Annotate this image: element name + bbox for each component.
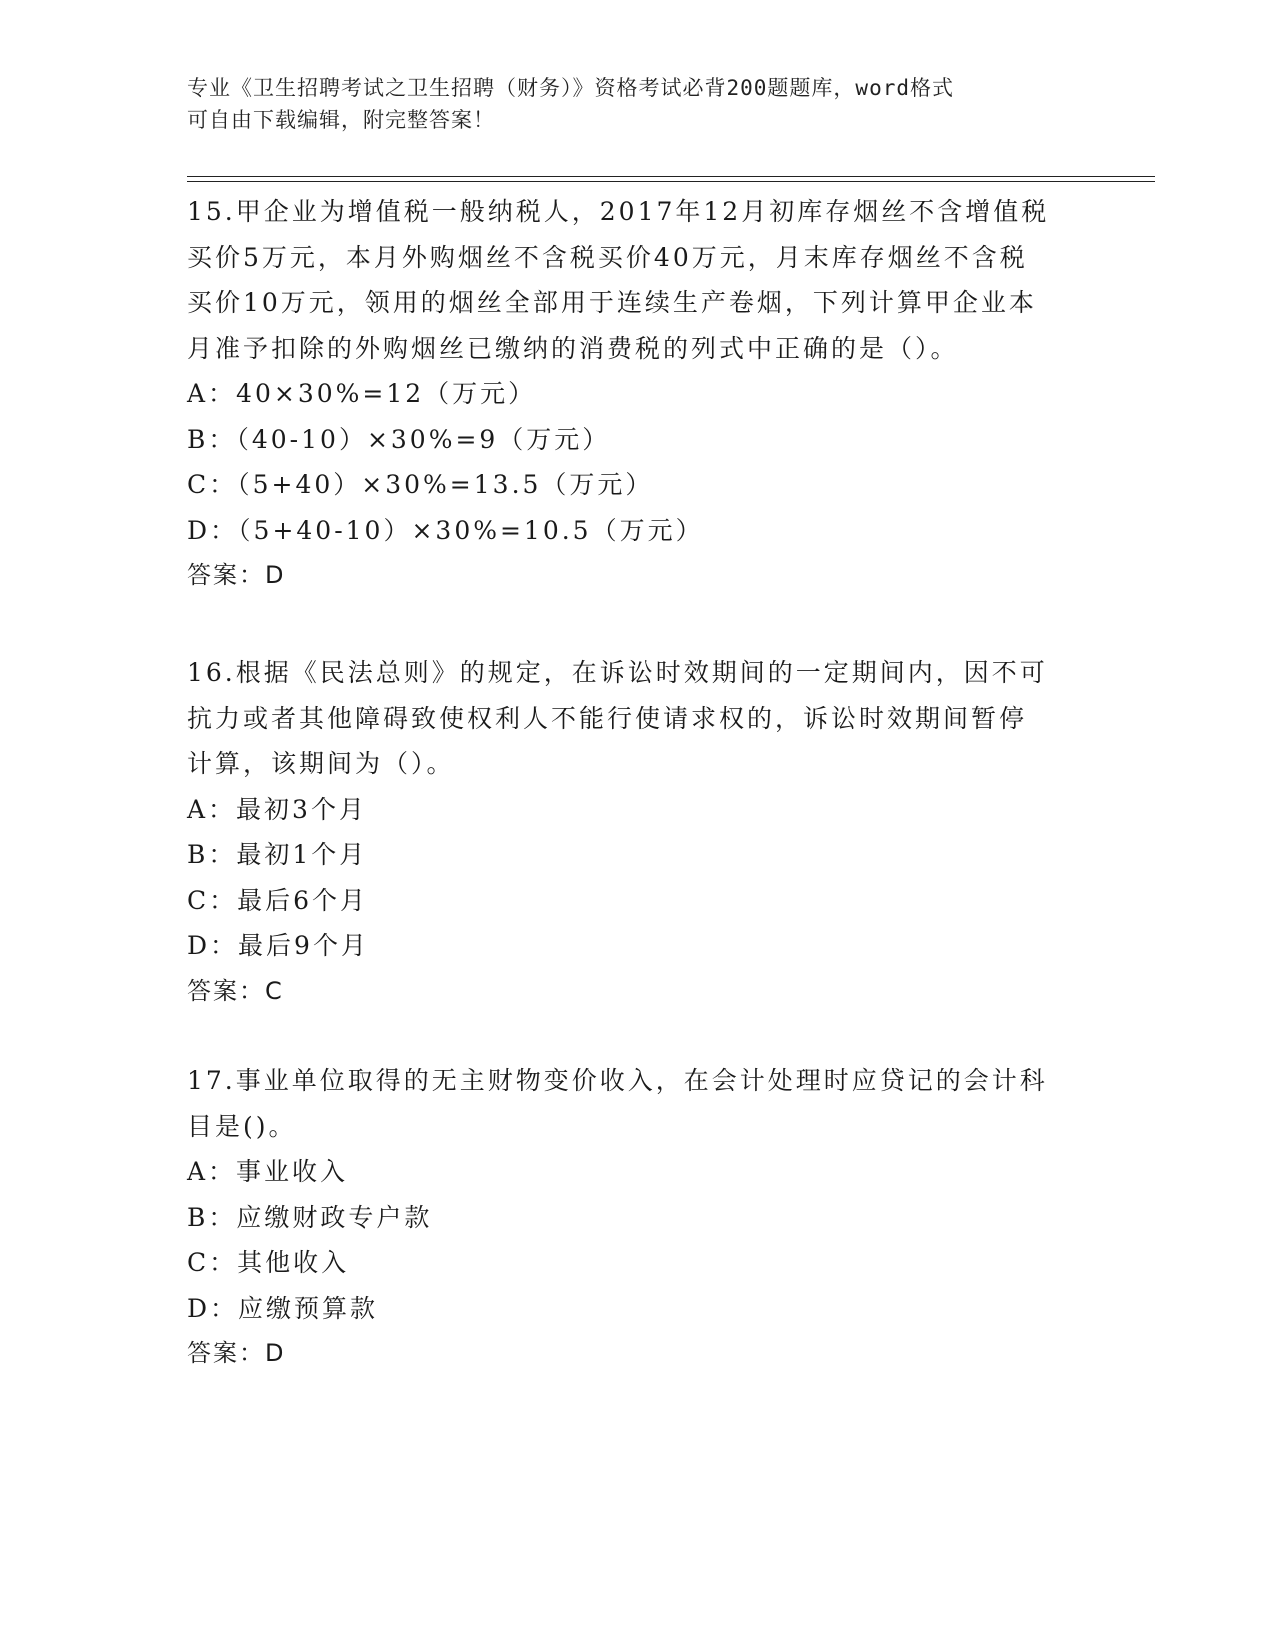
option-c: C：最后6个月 (187, 885, 369, 915)
question-16 (187, 650, 1077, 1014)
option-b: B：（40-10）×30%=9（万元） (187, 424, 611, 454)
question-stem-line: 计算，该期间为（）。 (187, 749, 455, 778)
question-stem-line: 买价10万元，领用的烟丝全部用于连续生产卷烟，下列计算甲企业本 (187, 288, 1037, 317)
question-stem-line: 抗力或者其他障碍致使权利人不能行使请求权的，诉讼时效期间暂停 (187, 703, 1028, 733)
option-c: C：（5+40）×30%=13.5（万元） (187, 470, 654, 499)
question-stem-line: 月准予扣除的外购烟丝已缴纳的消费税的列式中正确的是（）。 (187, 333, 959, 363)
option-b: B：最初1个月 (187, 840, 368, 869)
question-stem-line: 16.根据《民法总则》的规定，在诉讼时效期间的一定期间内，因不可 (187, 658, 1048, 687)
question-15 (187, 189, 1077, 599)
answer: 答案：D (187, 1339, 286, 1367)
header-divider-bottom (187, 181, 1155, 182)
option-d: D：（5+40-10）×30%=10.5（万元） (187, 515, 704, 545)
question-stem-line: 15.甲企业为增值税一般纳税人，2017年12月初库存烟丝不含增值税 (187, 197, 1050, 226)
question-stem-line: 买价5万元，本月外购烟丝不含税买价40万元，月末库存烟丝不含税 (187, 242, 1028, 272)
option-b: B：应缴财政专户款 (187, 1202, 433, 1232)
answer: 答案：C (187, 976, 284, 1005)
document-header (187, 72, 1067, 136)
question-stem-line: 17.事业单位取得的无主财物变价收入，在会计处理时应贷记的会计科 (187, 1066, 1048, 1095)
header-divider-top (187, 176, 1155, 177)
question-stem-line: 目是()。 (187, 1111, 297, 1141)
answer: 答案：D (187, 561, 286, 589)
option-a: A：40×30%=12（万元） (187, 379, 537, 408)
option-d: D：最后9个月 (187, 931, 369, 960)
option-d: D：应缴预算款 (187, 1293, 379, 1323)
option-c: C：其他收入 (187, 1248, 350, 1277)
header-line-2: 可自由下载编辑，附完整答案！ (187, 108, 495, 132)
option-a: A：最初3个月 (187, 794, 367, 824)
question-17 (187, 1058, 1077, 1377)
header-line-1: 专业《卫生招聘考试之卫生招聘（财务）》资格考试必背200题题库，word格式 (187, 76, 954, 100)
option-a: A：事业收入 (187, 1157, 349, 1186)
